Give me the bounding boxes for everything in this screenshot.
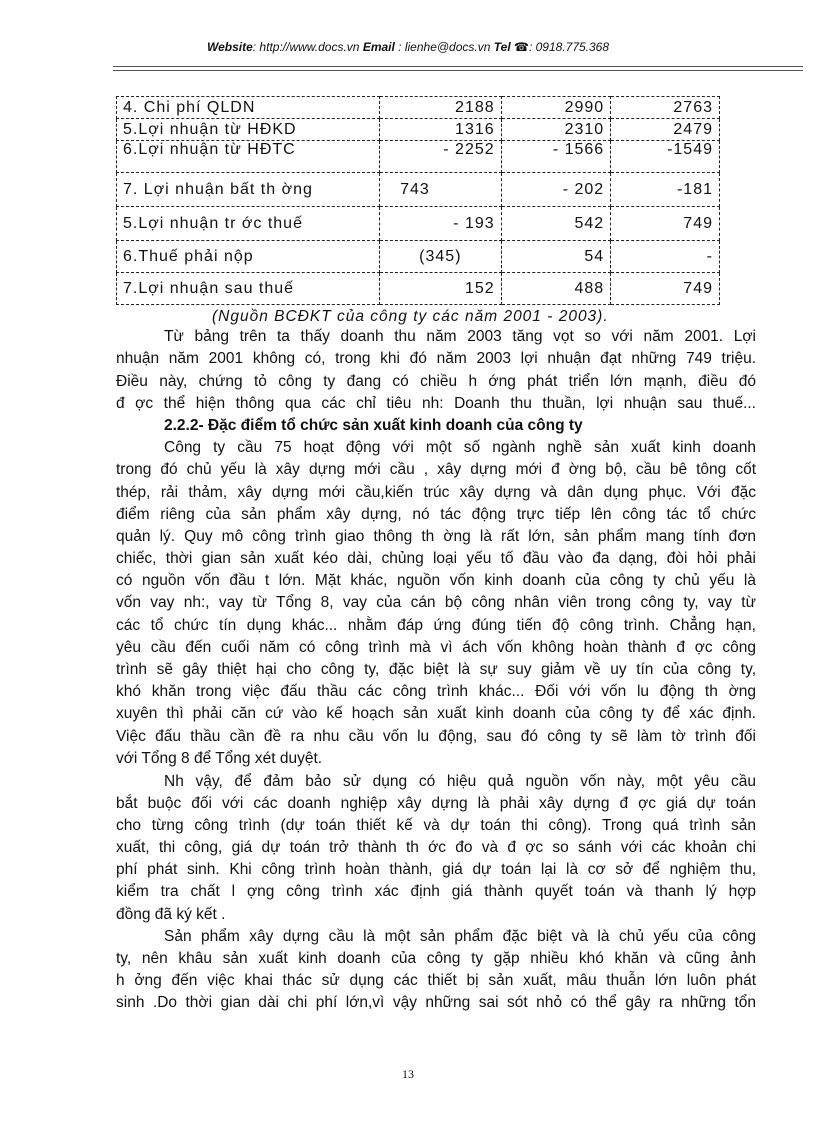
body-line: điểm riêng của sản phẩm xây dựng, nó tác động trực tiếp lên công tác tổ chức — [116, 506, 756, 523]
row-label: 5.Lợi nhuận từ HĐKD — [117, 119, 380, 141]
table-row — [117, 207, 720, 241]
body-line: Sản phẩm xây dựng cầu là một sản phẩm đặc biệt và là chủ yếu của công — [164, 928, 756, 945]
row-label: 6.Thuế phải nộp — [117, 241, 380, 273]
website-url: : http://www.docs.vn — [252, 40, 360, 54]
body-line: sinh .Do thời gian dài chi phí lớn,vì vậy những sai sót nhỏ có thể gây ra những tổn — [116, 994, 756, 1011]
table-row — [117, 273, 720, 305]
value-2002: - 1566 — [501, 141, 611, 173]
body-line: Việc đấu thầu cần đề ra nhu cầu vốn lu động, sau đó công ty sẽ làm tờ trình đối — [116, 728, 756, 745]
body-line: trình sẽ gây thiệt hại cho công ty, đặc biệt là sự suy giảm về uy tín của công ty, — [116, 661, 756, 678]
body-line: Điều này, chứng tỏ công ty đang có chiều h ớng phát triển lớn mạnh, điều đó — [116, 373, 756, 390]
body-line: nhuận năm 2001 không có, trong khi đó năm 2003 lợi nhuận đạt những 749 triệu. — [116, 350, 756, 367]
page-number: 13 — [402, 1067, 414, 1081]
row-label: 4. Chi phí QLDN — [117, 97, 380, 119]
body-line: yêu cầu đến cuối năm có công trình mà vì ách vốn không hoàn thành đ ợc công — [116, 639, 756, 656]
value-2003: -1549 — [611, 141, 720, 173]
row-label: 5.Lợi nhuận tr ớc thuế — [117, 207, 380, 241]
table-row — [117, 141, 720, 173]
body-line: phí phát sinh. Khi công trình hoàn thành, giá dự toán lại là cơ sở để nghiệm thu, — [116, 861, 756, 878]
body-line: đồng đã ký kết . — [116, 906, 226, 923]
value-2002: 54 — [501, 241, 611, 273]
email-address: : lienhe@docs.vn — [394, 40, 491, 54]
header-rule-bottom — [113, 70, 803, 71]
body-line: cho từng công trình (dự toán thiết kế và dự toán thi công). Trong quá trình sản — [116, 817, 756, 834]
tel-label: Tel — [493, 40, 511, 54]
table-row — [117, 119, 720, 141]
body-line: Nh vậy, để đảm bảo sử dụng có hiệu quả nguồn vốn này, một yêu cầu — [164, 773, 756, 790]
value-2003: -181 — [611, 173, 720, 207]
body-line: Công ty cầu 75 hoạt động với một số ngành nghề sản xuất kinh doanh — [164, 439, 756, 456]
body-line: thép, rải thảm, xây dựng mới cầu,kiến trúc xây dựng và dân dụng phục. Với đặc — [116, 484, 756, 501]
body-line: trong đó chủ yếu là xây dựng mới cầu , xây dựng mới đ ờng bộ, cầu bê tông cốt — [116, 461, 756, 478]
financial-table — [116, 96, 720, 305]
value-2003: 2479 — [611, 119, 720, 141]
header-rule-top — [113, 66, 803, 67]
body-line: đ ợc thể hiện thông qua các chỉ tiêu nh: Doanh thu thuần, lợi nhuận sau thuế... — [116, 395, 756, 412]
value-2002: 488 — [501, 273, 611, 305]
website-label: Website — [206, 40, 253, 54]
value-2002: 542 — [501, 207, 611, 241]
value-2001: 743 — [380, 173, 502, 207]
body-line: bắt buộc đối với các doanh nghiệp xây dựng là phải xây dựng đ ợc giá dự toán — [116, 795, 756, 812]
body-line: ty, nên khâu sản xuất kinh doanh của công ty gặp nhiều khó khăn và cũng ảnh — [116, 950, 756, 967]
value-2003: - — [611, 241, 720, 273]
body-line: các tổ chức tín dụng khác... nhằm đáp ứng đúng tiến độ công trình. Chẳng hạn, — [116, 617, 756, 634]
body-line: h ởng đến việc khai thác sử dụng các thiết bị sản xuất, mâu thuẫn lớn luôn phát — [116, 972, 756, 989]
row-label: 7. Lợi nhuận bất th ờng — [117, 173, 380, 207]
value-2001: 152 — [380, 273, 502, 305]
body-line: có nguồn vốn đầu t lớn. Mặt khác, nguồn vốn kinh doanh của công ty chủ yếu là — [116, 572, 756, 589]
value-2001: - 2252 — [380, 141, 502, 173]
body-line: Từ bảng trên ta thấy doanh thu năm 2003 tăng vọt so với năm 2001. Lợi — [164, 328, 756, 345]
table-row — [117, 173, 720, 207]
body-line: xuyên thì phải căn cứ vào kế hoạch sản xuất kinh doanh của công ty để xác định. — [116, 705, 756, 722]
body-line: với Tổng 8 để Tổng xét duyệt. — [116, 750, 323, 767]
value-2001: 1316 — [380, 119, 502, 141]
value-2001: 2188 — [380, 97, 502, 119]
body-line: xuất, thi công, giá dự toán trở thành th ớc đo và đ ợc so sánh với các khoản chi — [116, 839, 756, 856]
value-2003: 2763 — [611, 97, 720, 119]
body-line: chiếc, thời gian sản xuất kéo dài, chủng loại yếu tố đầu vào đa dạng, đòi hỏi phải — [116, 550, 756, 567]
value-2002: 2310 — [501, 119, 611, 141]
value-2001: - 193 — [380, 207, 502, 241]
value-2003: 749 — [611, 273, 720, 305]
email-label: Email — [362, 40, 395, 54]
value-2001: (345) — [380, 241, 502, 273]
section-heading: 2.2.2- Đặc điểm tổ chức sản xuất kinh doanh của công ty — [164, 417, 583, 434]
body-line: khó khăn trong việc đấu thầu các công trình khác... Đối với vốn lu động th ờng — [116, 683, 756, 700]
value-2003: 749 — [611, 207, 720, 241]
body-line: vốn vay nh:, vay từ Tổng 8, vay của cán bộ công nhân viên trong công ty, vay từ — [116, 594, 756, 611]
body-line: kiểm tra chất l ợng công trình xác định giá thành quyết toán và thanh lý hợp — [116, 883, 756, 900]
table-row — [117, 97, 720, 119]
value-2002: 2990 — [501, 97, 611, 119]
tel-number: ☎: 0918.775.368 — [510, 40, 610, 54]
page-header — [0, 40, 816, 54]
body-line: quản lý. Quy mô công trình giao thông th ờng là rất lớn, sản phẩm mang tính đơn — [116, 528, 756, 545]
value-2002: - 202 — [501, 173, 611, 207]
table-source-note: (Nguồn BCĐKT của công ty các năm 2001 - 2003). — [212, 308, 609, 325]
row-label: 6.Lợi nhuận từ HĐTC — [117, 141, 380, 173]
row-label: 7.Lợi nhuận sau thuế — [117, 273, 380, 305]
table-row — [117, 241, 720, 273]
